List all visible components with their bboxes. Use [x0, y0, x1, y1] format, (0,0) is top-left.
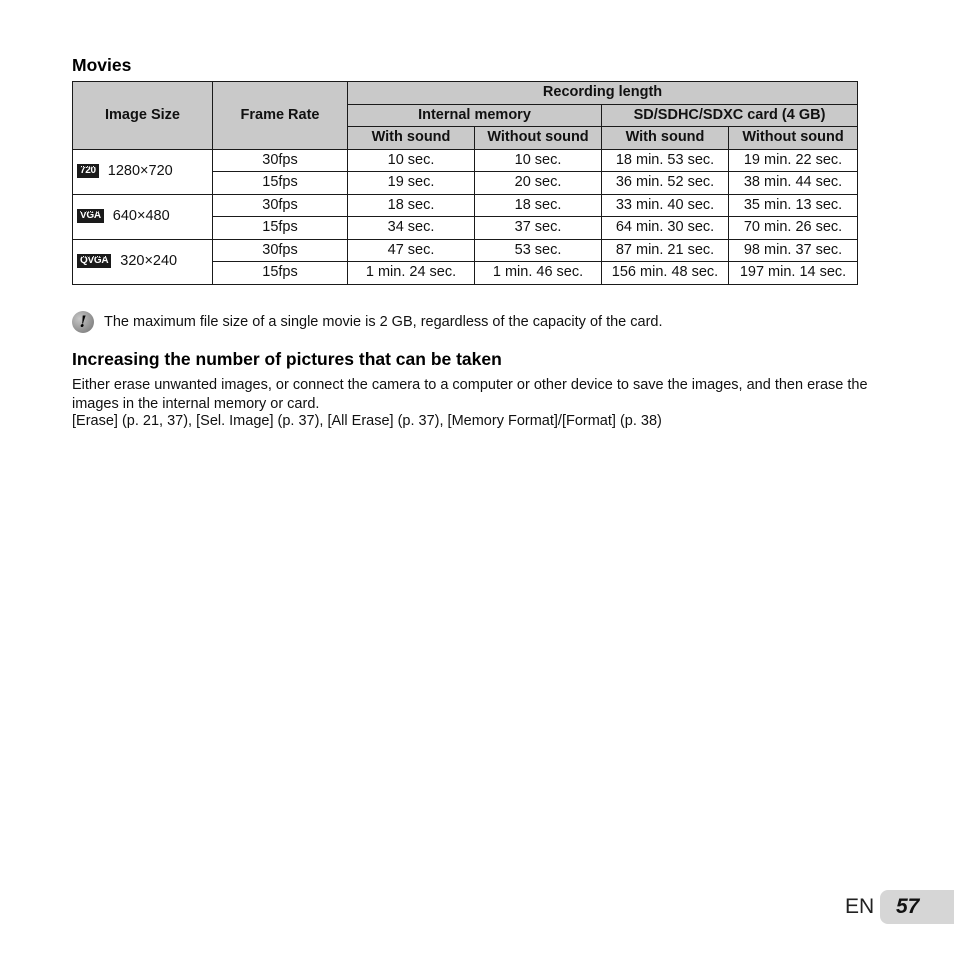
internal-without-sound-cell: 37 sec.	[475, 217, 602, 240]
frame-rate-cell: 30fps	[213, 149, 348, 172]
frame-rate-cell: 15fps	[213, 217, 348, 240]
image-size-cell	[73, 239, 213, 284]
internal-with-sound-cell: 47 sec.	[348, 239, 475, 262]
caution-icon: !	[72, 311, 94, 333]
card-without-sound-cell: 35 min. 13 sec.	[729, 194, 858, 217]
header-image-size: Image Size	[73, 82, 213, 150]
language-label: EN	[845, 895, 875, 918]
card-without-sound-cell: 38 min. 44 sec.	[729, 172, 858, 195]
page-number: 57	[880, 890, 954, 924]
card-without-sound-cell: 70 min. 26 sec.	[729, 217, 858, 240]
image-size-value: 640×480	[112, 208, 170, 224]
header-internal-without-sound: Without sound	[475, 127, 602, 150]
increasing-body: Either erase unwanted images, or connect the camera to a computer or other device to save the images, and then erase the images in the internal memory or card.	[72, 377, 868, 412]
image-size-value: 320×240	[120, 253, 178, 269]
movie-recording-length-table	[72, 81, 858, 285]
note-text: The maximum file size of a single movie is 2 GB, regardless of the capacity of the card.	[104, 314, 663, 330]
card-with-sound-cell: 64 min. 30 sec.	[602, 217, 729, 240]
frame-rate-cell: 30fps	[213, 239, 348, 262]
increasing-references: [Erase] (p. 21, 37), [Sel. Image] (p. 37), [All Erase] (p. 37), [Memory Format]/[Format] (p. 38)	[72, 413, 662, 429]
internal-without-sound-cell: 53 sec.	[475, 239, 602, 262]
table-row	[73, 239, 858, 262]
header-internal-memory: Internal memory	[348, 104, 602, 127]
internal-with-sound-cell: 34 sec.	[348, 217, 475, 240]
qvga-icon: QVGA	[77, 254, 111, 268]
card-with-sound-cell: 33 min. 40 sec.	[602, 194, 729, 217]
note-row	[72, 311, 663, 333]
card-with-sound-cell: 18 min. 53 sec.	[602, 149, 729, 172]
image-size-cell	[73, 149, 213, 194]
increasing-heading: Increasing the number of pictures that can be taken	[72, 349, 502, 369]
internal-without-sound-cell: 20 sec.	[475, 172, 602, 195]
movies-heading: Movies	[72, 55, 132, 75]
header-card-with-sound: With sound	[602, 127, 729, 150]
table-body	[73, 149, 858, 284]
card-with-sound-cell: 156 min. 48 sec.	[602, 262, 729, 285]
header-card-without-sound: Without sound	[729, 127, 858, 150]
frame-rate-cell: 30fps	[213, 194, 348, 217]
card-without-sound-cell: 19 min. 22 sec.	[729, 149, 858, 172]
table-row	[73, 194, 858, 217]
frame-rate-cell: 15fps	[213, 172, 348, 195]
card-without-sound-cell: 98 min. 37 sec.	[729, 239, 858, 262]
image-size-value: 1280×720	[107, 163, 173, 179]
header-recording-length: Recording length	[348, 82, 858, 105]
internal-without-sound-cell: 18 sec.	[475, 194, 602, 217]
card-without-sound-cell: 197 min. 14 sec.	[729, 262, 858, 285]
frame-rate-cell: 15fps	[213, 262, 348, 285]
image-size-cell	[73, 194, 213, 239]
header-card: SD/SDHC/SDXC card (4 GB)	[602, 104, 858, 127]
internal-without-sound-cell: 10 sec.	[475, 149, 602, 172]
table-row	[73, 149, 858, 172]
card-with-sound-cell: 36 min. 52 sec.	[602, 172, 729, 195]
header-internal-with-sound: With sound	[348, 127, 475, 150]
internal-with-sound-cell: 19 sec.	[348, 172, 475, 195]
header-frame-rate: Frame Rate	[213, 82, 348, 150]
card-with-sound-cell: 87 min. 21 sec.	[602, 239, 729, 262]
internal-with-sound-cell: 10 sec.	[348, 149, 475, 172]
hd-720-icon: 720	[77, 164, 99, 178]
internal-without-sound-cell: 1 min. 46 sec.	[475, 262, 602, 285]
internal-with-sound-cell: 18 sec.	[348, 194, 475, 217]
vga-icon: VGA	[77, 209, 104, 223]
internal-with-sound-cell: 1 min. 24 sec.	[348, 262, 475, 285]
